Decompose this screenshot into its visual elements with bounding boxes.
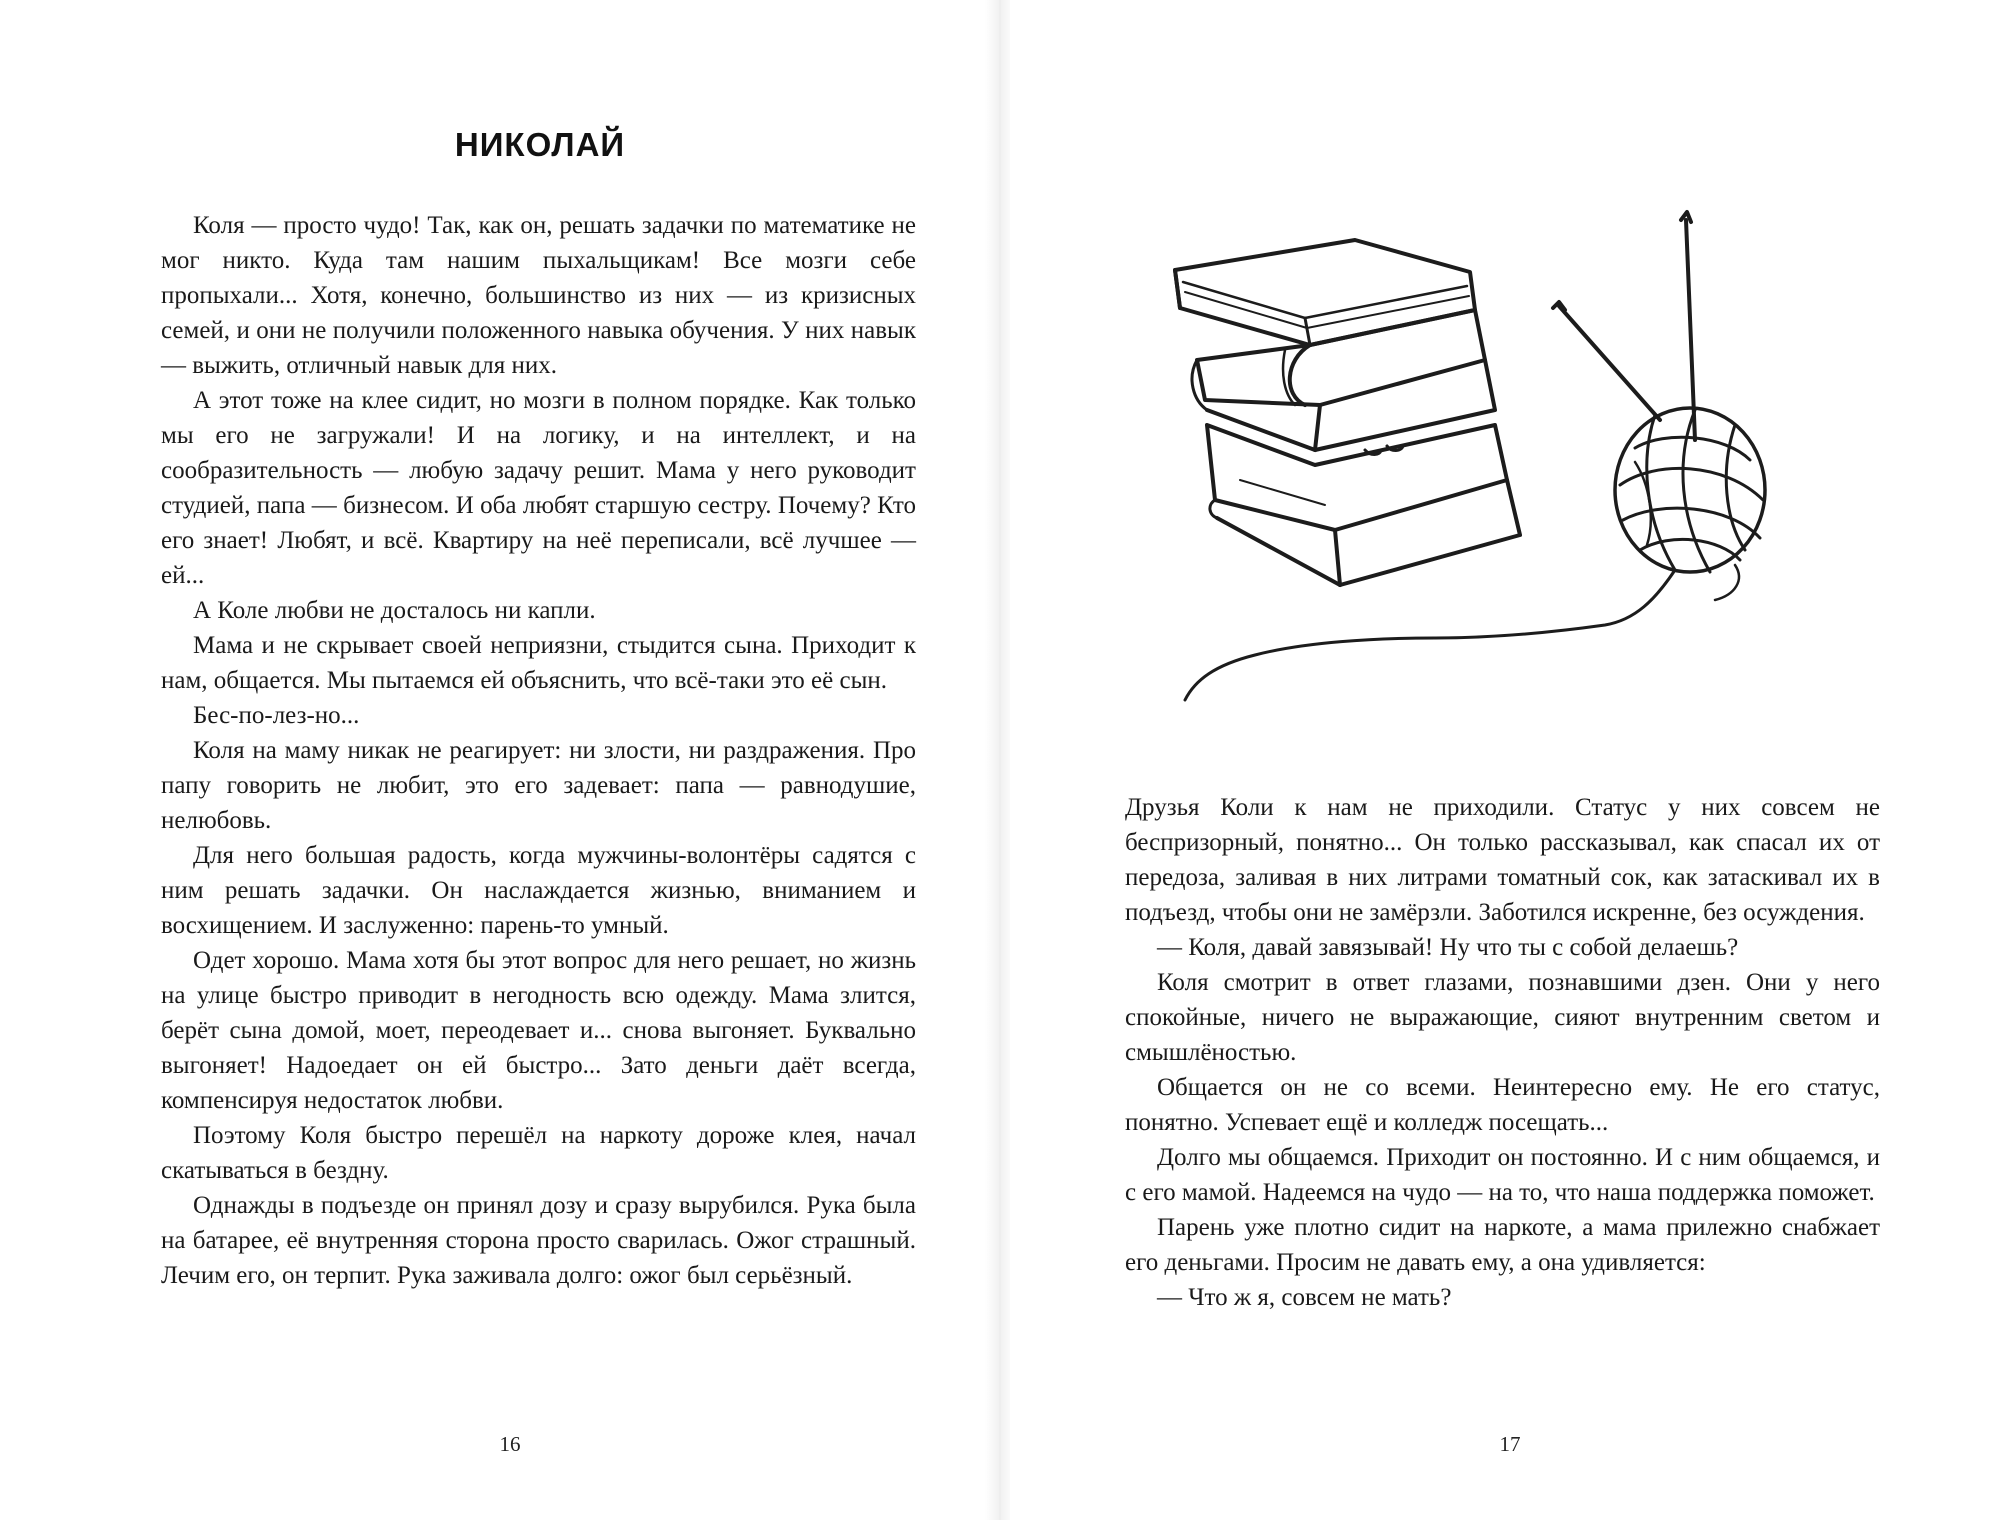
left-page-text (161, 208, 916, 1293)
paragraph: Мама и не скрывает своей неприязни, стыдится сына. Приходит к нам, общается. Мы пытаемся ей объяснить, что всё-таки это её сын. (161, 632, 916, 694)
paragraph: Парень уже плотно сидит на наркоте, а мама прилежно снабжает его деньгами. Просим не давать ему, а она удивляется: (1125, 1214, 1880, 1276)
paragraph: Одет хорошо. Мама хотя бы этот вопрос для него решает, но жизнь на улице быстро приводит в негодность всю одежду. Мама злится, берёт сына домой, моет, переодевает и... снова выгоняет. Буквально выгоняет! Надоедает он ей быстро... Зато деньги даёт всегда, компенсируя недостаток любви. (161, 947, 916, 1114)
paragraph: Поэтому Коля быстро перешёл на наркоту дороже клея, начал скатываться в бездну. (161, 1122, 916, 1184)
paragraph: — Что ж я, совсем не мать? (1157, 1284, 1452, 1311)
page-number-left: 16 (499, 1432, 521, 1456)
paragraph: Долго мы общаемся. Приходит он постоянно. И с ним общаемся, и с его мамой. Надеемся на чудо — на то, что наша поддержка поможет. (1125, 1144, 1880, 1206)
books-and-yarn-sketch-icon (1135, 200, 1855, 720)
paragraph: — Коля, давай завязывай! Ну что ты с собой делаешь? (1157, 934, 1739, 961)
paragraph: Коля на маму никак не реагирует: ни злости, ни раздражения. Про папу говорить не любит, это его задевает: папа — равнодушие, нелюбовь. (161, 737, 916, 834)
left-page (0, 0, 990, 1520)
paragraph: А этот тоже на клее сидит, но мозги в полном порядке. Как только мы его не загружали! И на логику, и на интеллект, и на сообразительность — любую задачу решит. Мама у него руководит студией, папа — бизнесом. И оба любят старшую сестру. Почему? Кто его знает! Любят, и всё. Квартиру на неё переписали, всё лучшее — ей... (161, 387, 916, 589)
paragraph: Для него большая радость, когда мужчины-волонтёры садятся с ним решать задачки. Он наслаждается жизнью, вниманием и восхищением. И заслуженно: парень-то умный. (161, 842, 916, 939)
right-page-text (1125, 790, 1880, 1315)
page-number-right: 17 (1499, 1432, 1521, 1456)
paragraph: Бес-по-лез-но... (193, 702, 360, 729)
paragraph: Друзья Коли к нам не приходили. Статус у них совсем не беспризорный, понятно... Он только рассказывал, как спасал их от передоза, заливая в них литрами томатный сок, как затаскивал их в подъезд, чтобы они не замёрзли. Заботился искренне, без осуждения. (1125, 794, 1880, 926)
paragraph: А Коле любви не досталось ни капли. (193, 597, 596, 624)
paragraph: Общается он не со всеми. Неинтересно ему. Не его статус, понятно. Успевает ещё и колледж посещать... (1125, 1074, 1880, 1136)
paragraph: Коля — просто чудо! Так, как он, решать задачки по математике не мог никто. Куда там нашим пыхальщикам! Все мозги себе пропыхали... Хотя, конечно, большинство из них — из кризисных семей, и они не получили положенного навыка обучения. У них навык — выжить, отличный навык для них. (161, 212, 916, 379)
paragraph: Однажды в подъезде он принял дозу и сразу вырубился. Рука была на батарее, её внутренняя сторона просто сварилась. Ожог страшный. Лечим его, он терпит. Рука заживала долго: ожог был серьёзный. (161, 1192, 916, 1289)
paragraph: Коля смотрит в ответ глазами, познавшими дзен. Они у него спокойные, ничего не выражающие, сияют внутренним светом и смышлёностью. (1125, 969, 1880, 1066)
right-page (1010, 0, 2000, 1520)
chapter-title: НИКОЛАЙ (454, 126, 626, 163)
